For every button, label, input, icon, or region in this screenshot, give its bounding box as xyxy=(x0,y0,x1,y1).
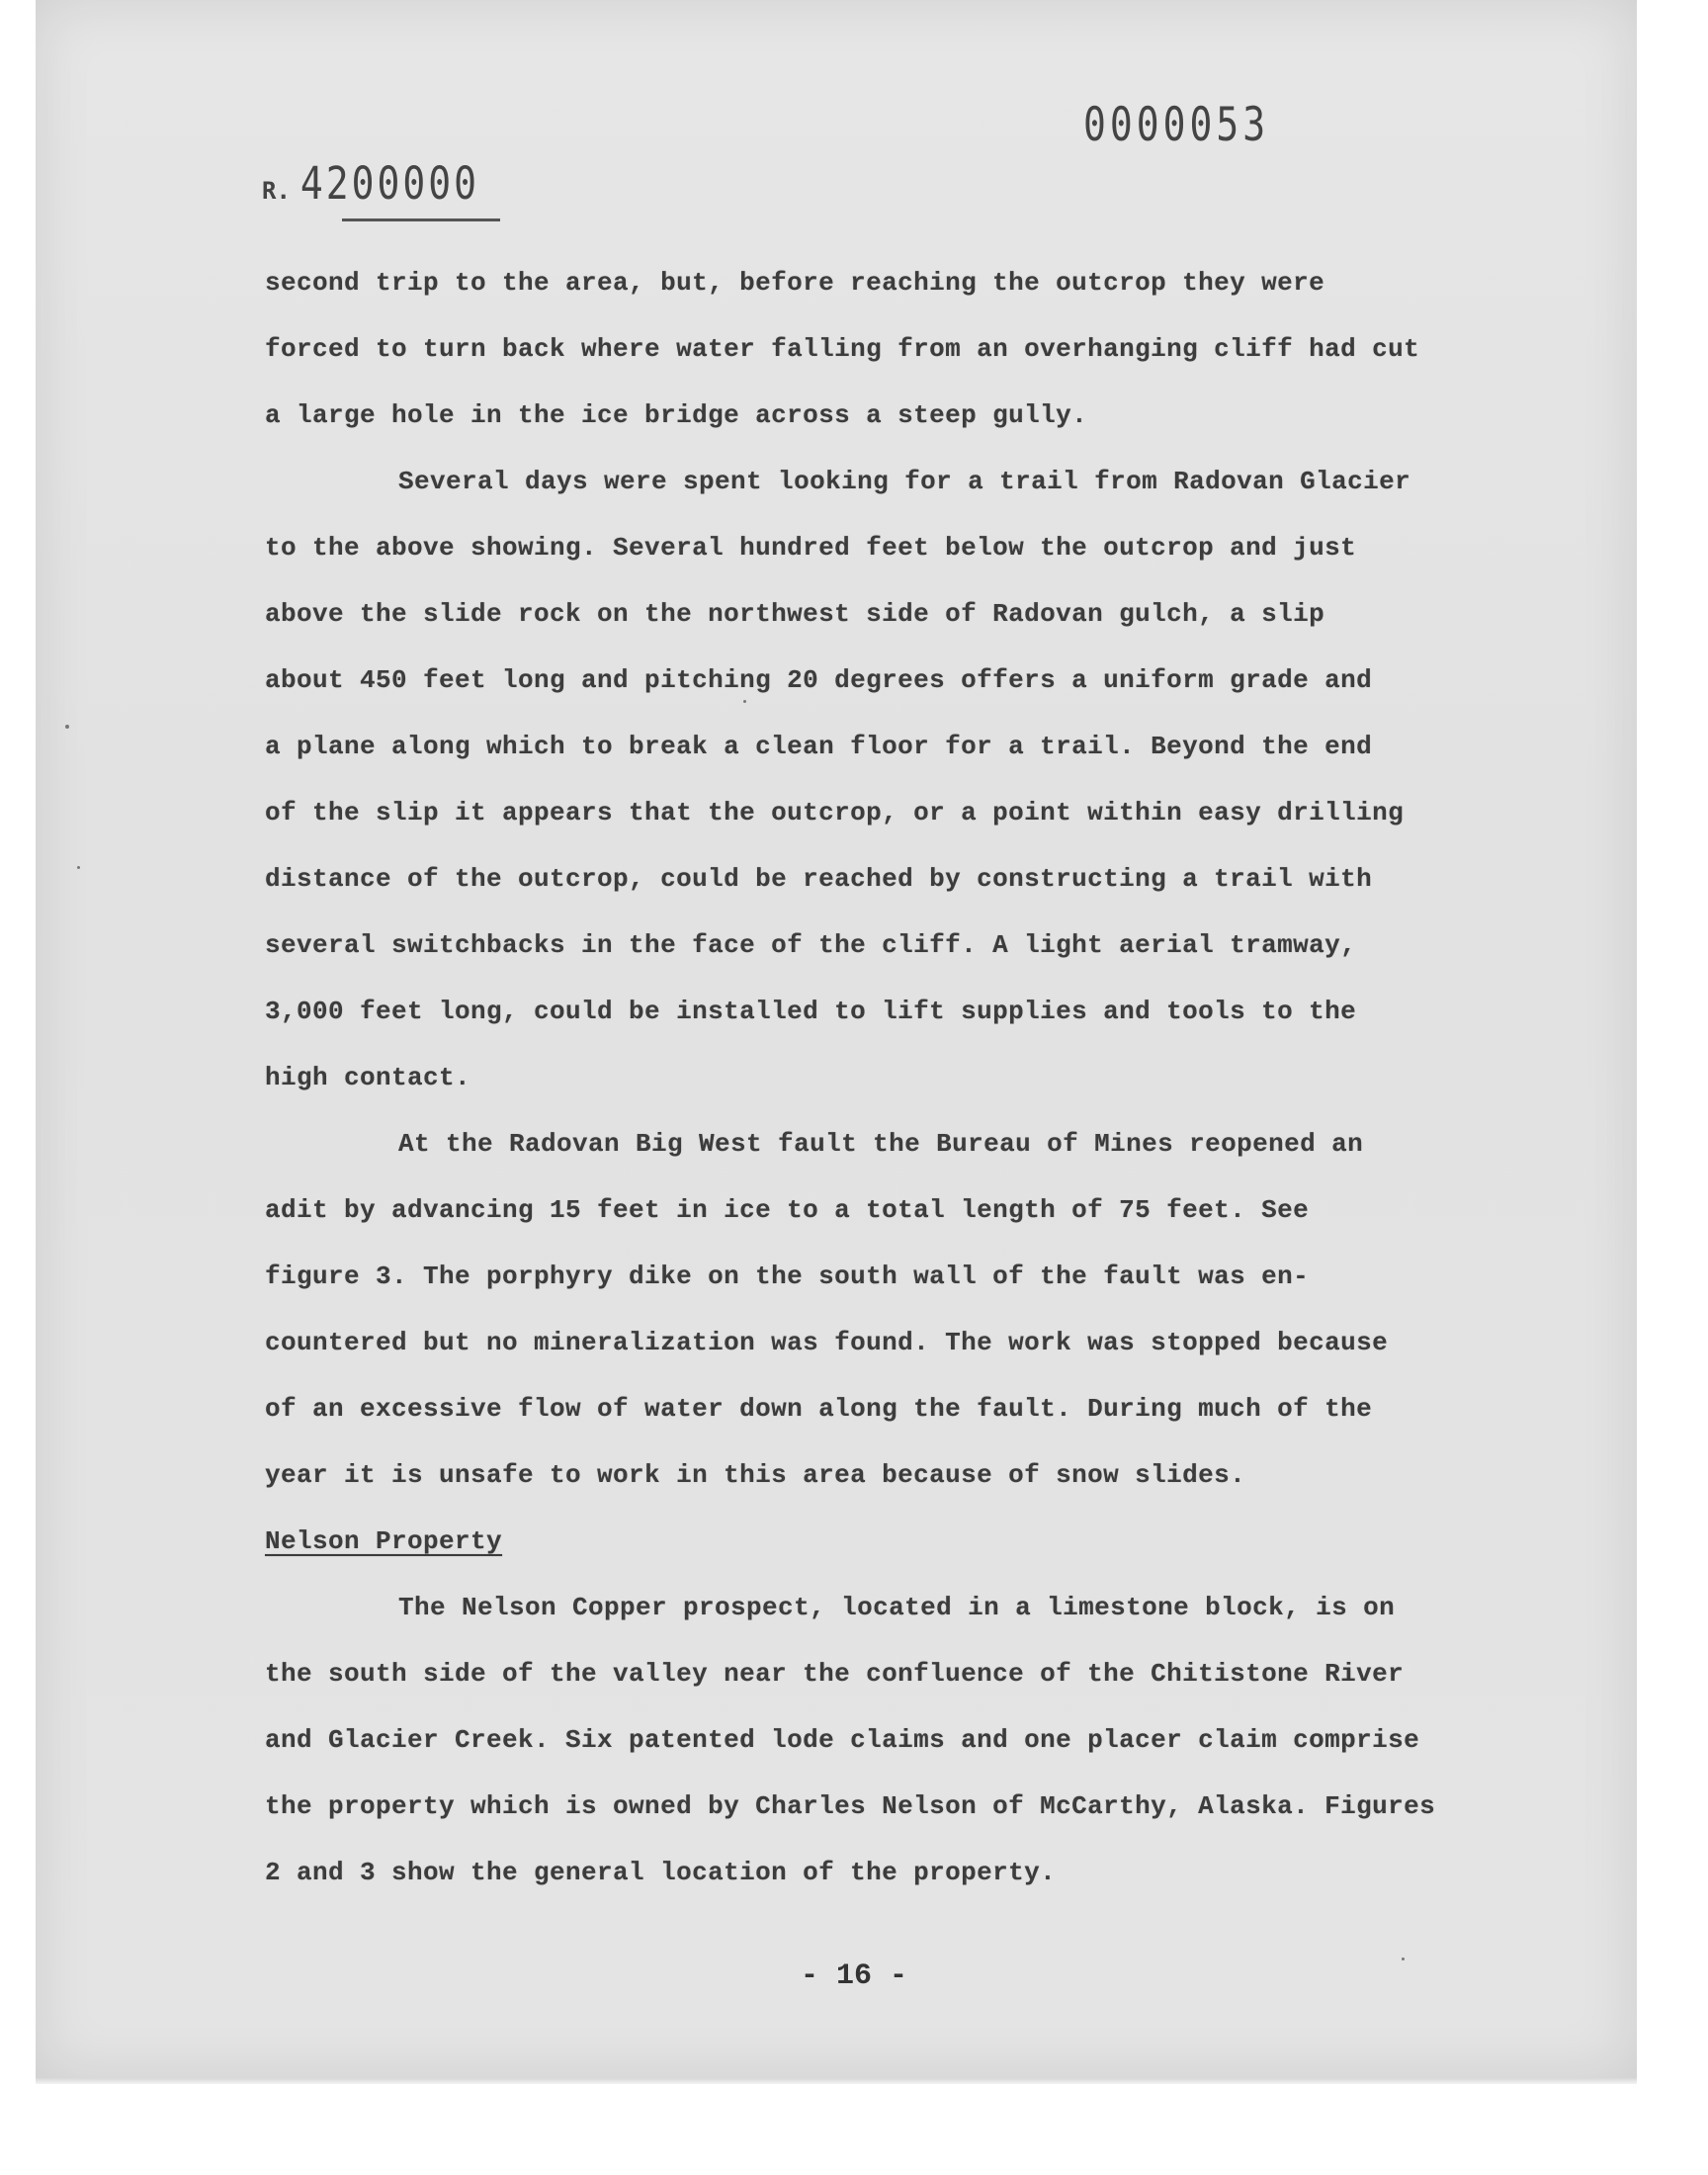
text-line: 2 and 3 show the general location of the property. xyxy=(265,1858,1057,1887)
text-line: Several days were spent looking for a trail from Radovan Glacier xyxy=(398,467,1411,496)
reference-number xyxy=(262,157,480,210)
text-line: distance of the outcrop, could be reached by constructing a trail with xyxy=(265,864,1373,894)
page-bottom-edge xyxy=(36,2078,1637,2084)
text-line: countered but no mineralization was found. The work was stopped because xyxy=(265,1328,1389,1357)
document-number: 0000053 xyxy=(1083,97,1270,151)
text-line: figure 3. The porphyry dike on the south wall of the fault was en- xyxy=(265,1262,1310,1291)
body-text xyxy=(265,250,1520,1906)
reference-underline xyxy=(342,218,500,221)
scan-speck xyxy=(65,725,69,729)
text-line: of the slip it appears that the outcrop, or a point within easy drilling xyxy=(265,798,1405,827)
text-line: The Nelson Copper prospect, located in a limestone block, is on xyxy=(398,1593,1396,1622)
scan-speck xyxy=(77,866,80,869)
text-line: adit by advancing 15 feet in ice to a total length of 75 feet. See xyxy=(265,1195,1310,1225)
reference-digits: 4200000 xyxy=(299,157,480,210)
text-line: high contact. xyxy=(265,1063,471,1092)
reference-prefix: R. xyxy=(262,177,291,205)
scan-speck xyxy=(743,700,746,703)
text-line: second trip to the area, but, before reaching the outcrop they were xyxy=(265,268,1325,298)
text-line: the property which is owned by Charles Nelson of McCarthy, Alaska. Figures xyxy=(265,1791,1436,1821)
page-number: - 16 - xyxy=(800,1959,908,1993)
text-line: and Glacier Creek. Six patented lode claims and one placer claim comprise xyxy=(265,1725,1420,1755)
section-heading: Nelson Property xyxy=(265,1526,503,1556)
section-heading-line xyxy=(265,1509,1520,1575)
text-line: about 450 feet long and pitching 20 degrees offers a uniform grade and xyxy=(265,665,1373,695)
text-line: At the Radovan Big West fault the Bureau of Mines reopened an xyxy=(398,1129,1364,1159)
text-line: forced to turn back where water falling from an overhanging cliff had cut xyxy=(265,334,1420,364)
text-line: above the slide rock on the northwest side of Radovan gulch, a slip xyxy=(265,599,1325,629)
text-line: a large hole in the ice bridge across a steep gully. xyxy=(265,400,1088,430)
text-line: a plane along which to break a clean floor for a trail. Beyond the end xyxy=(265,732,1373,761)
text-line: year it is unsafe to work in this area because of snow slides. xyxy=(265,1460,1246,1490)
text-line: to the above showing. Several hundred feet below the outcrop and just xyxy=(265,533,1357,563)
text-line: the south side of the valley near the confluence of the Chitistone River xyxy=(265,1659,1405,1689)
text-line: several switchbacks in the face of the cliff. A light aerial tramway, xyxy=(265,930,1357,960)
text-line: of an excessive flow of water down along the fault. During much of the xyxy=(265,1394,1373,1424)
scan-speck xyxy=(1402,1958,1405,1960)
text-line: 3,000 feet long, could be installed to lift supplies and tools to the xyxy=(265,997,1357,1026)
